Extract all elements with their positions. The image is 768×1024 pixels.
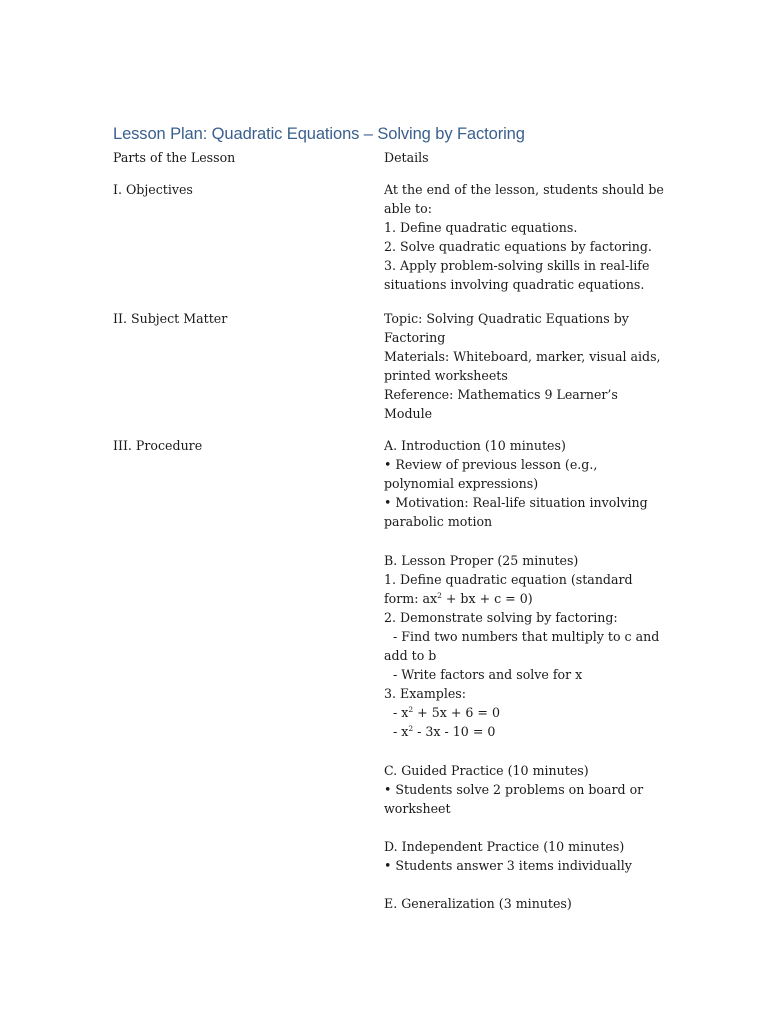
examples-heading: 3. Examples: <box>384 686 467 702</box>
lesson-proper-demonstrate: 2. Demonstrate solving by factoring: <box>384 609 618 625</box>
subject-matter-line: Reference: Mathematics 9 Learner’s <box>384 387 618 403</box>
example-equation: - $x^2 + 5x + 6 = 0$ <box>393 705 500 721</box>
objectives-line: 2. Solve quadratic equations by factoring. <box>384 239 652 255</box>
objectives-line: 3. Apply problem-solving skills in real-life <box>384 258 650 274</box>
subject-matter-details <box>384 309 661 424</box>
introduction-line: • Motivation: Real-life situation involving <box>384 495 648 511</box>
lesson-proper-step: add to b <box>384 648 437 664</box>
lesson-proper-define: 1. Define quadratic equation (standard <box>384 571 633 587</box>
objectives-line: able to: <box>384 201 432 217</box>
header-details: Details <box>384 150 429 165</box>
guided-practice-line: worksheet <box>384 800 451 816</box>
independent-practice-line: • Students answer 3 items individually <box>384 858 632 874</box>
independent-practice-heading: D. Independent Practice (10 minutes) <box>384 838 625 854</box>
lesson-proper-heading: B. Lesson Proper (25 minutes) <box>384 552 579 568</box>
introduction-line: parabolic motion <box>384 514 493 530</box>
blank-line <box>384 742 659 761</box>
subject-matter-line: printed worksheets <box>384 368 508 384</box>
header-parts-of-lesson: Parts of the Lesson <box>113 150 236 165</box>
lesson-proper-step: - Write factors and solve for x <box>393 667 583 683</box>
procedure-label: III. Procedure <box>113 438 203 453</box>
introduction-line: • Review of previous lesson (e.g., <box>384 457 598 473</box>
introduction-heading: A. Introduction (10 minutes) <box>384 438 566 453</box>
objectives-line: At the end of the lesson, students should be <box>384 182 664 197</box>
introduction-line: polynomial expressions) <box>384 476 539 492</box>
blank-line <box>384 531 659 550</box>
subject-matter-line: Topic: Solving Quadratic Equations by <box>384 311 629 326</box>
subject-matter-line: Materials: Whiteboard, marker, visual aids, <box>384 349 661 365</box>
lesson-plan-title: Lesson Plan: Quadratic Equations – Solving by Factoring <box>113 125 525 143</box>
guided-practice-heading: C. Guided Practice (10 minutes) <box>384 762 589 778</box>
lesson-proper-step: - Find two numbers that multiply to c and <box>393 628 660 644</box>
objectives-label: I. Objectives <box>113 182 193 197</box>
objectives-line: 1. Define quadratic equations. <box>384 220 578 236</box>
objectives-details <box>384 180 664 295</box>
lesson-proper-standard-form: form: $ax^2$ + bx + c = 0) <box>384 590 533 606</box>
subject-matter-line: Factoring <box>384 330 446 346</box>
blank-line <box>384 875 659 894</box>
subject-matter-label: II. Subject Matter <box>113 311 228 326</box>
subject-matter-line: Module <box>384 406 433 422</box>
generalization-heading: E. Generalization (3 minutes) <box>384 896 572 912</box>
example-equation: - $x^2 - 3x - 10 = 0$ <box>393 724 496 740</box>
guided-practice-line: • Students solve 2 problems on board or <box>384 781 644 797</box>
objectives-line: situations involving quadratic equations. <box>384 277 645 293</box>
procedure-details <box>384 436 659 913</box>
blank-line <box>384 818 659 837</box>
